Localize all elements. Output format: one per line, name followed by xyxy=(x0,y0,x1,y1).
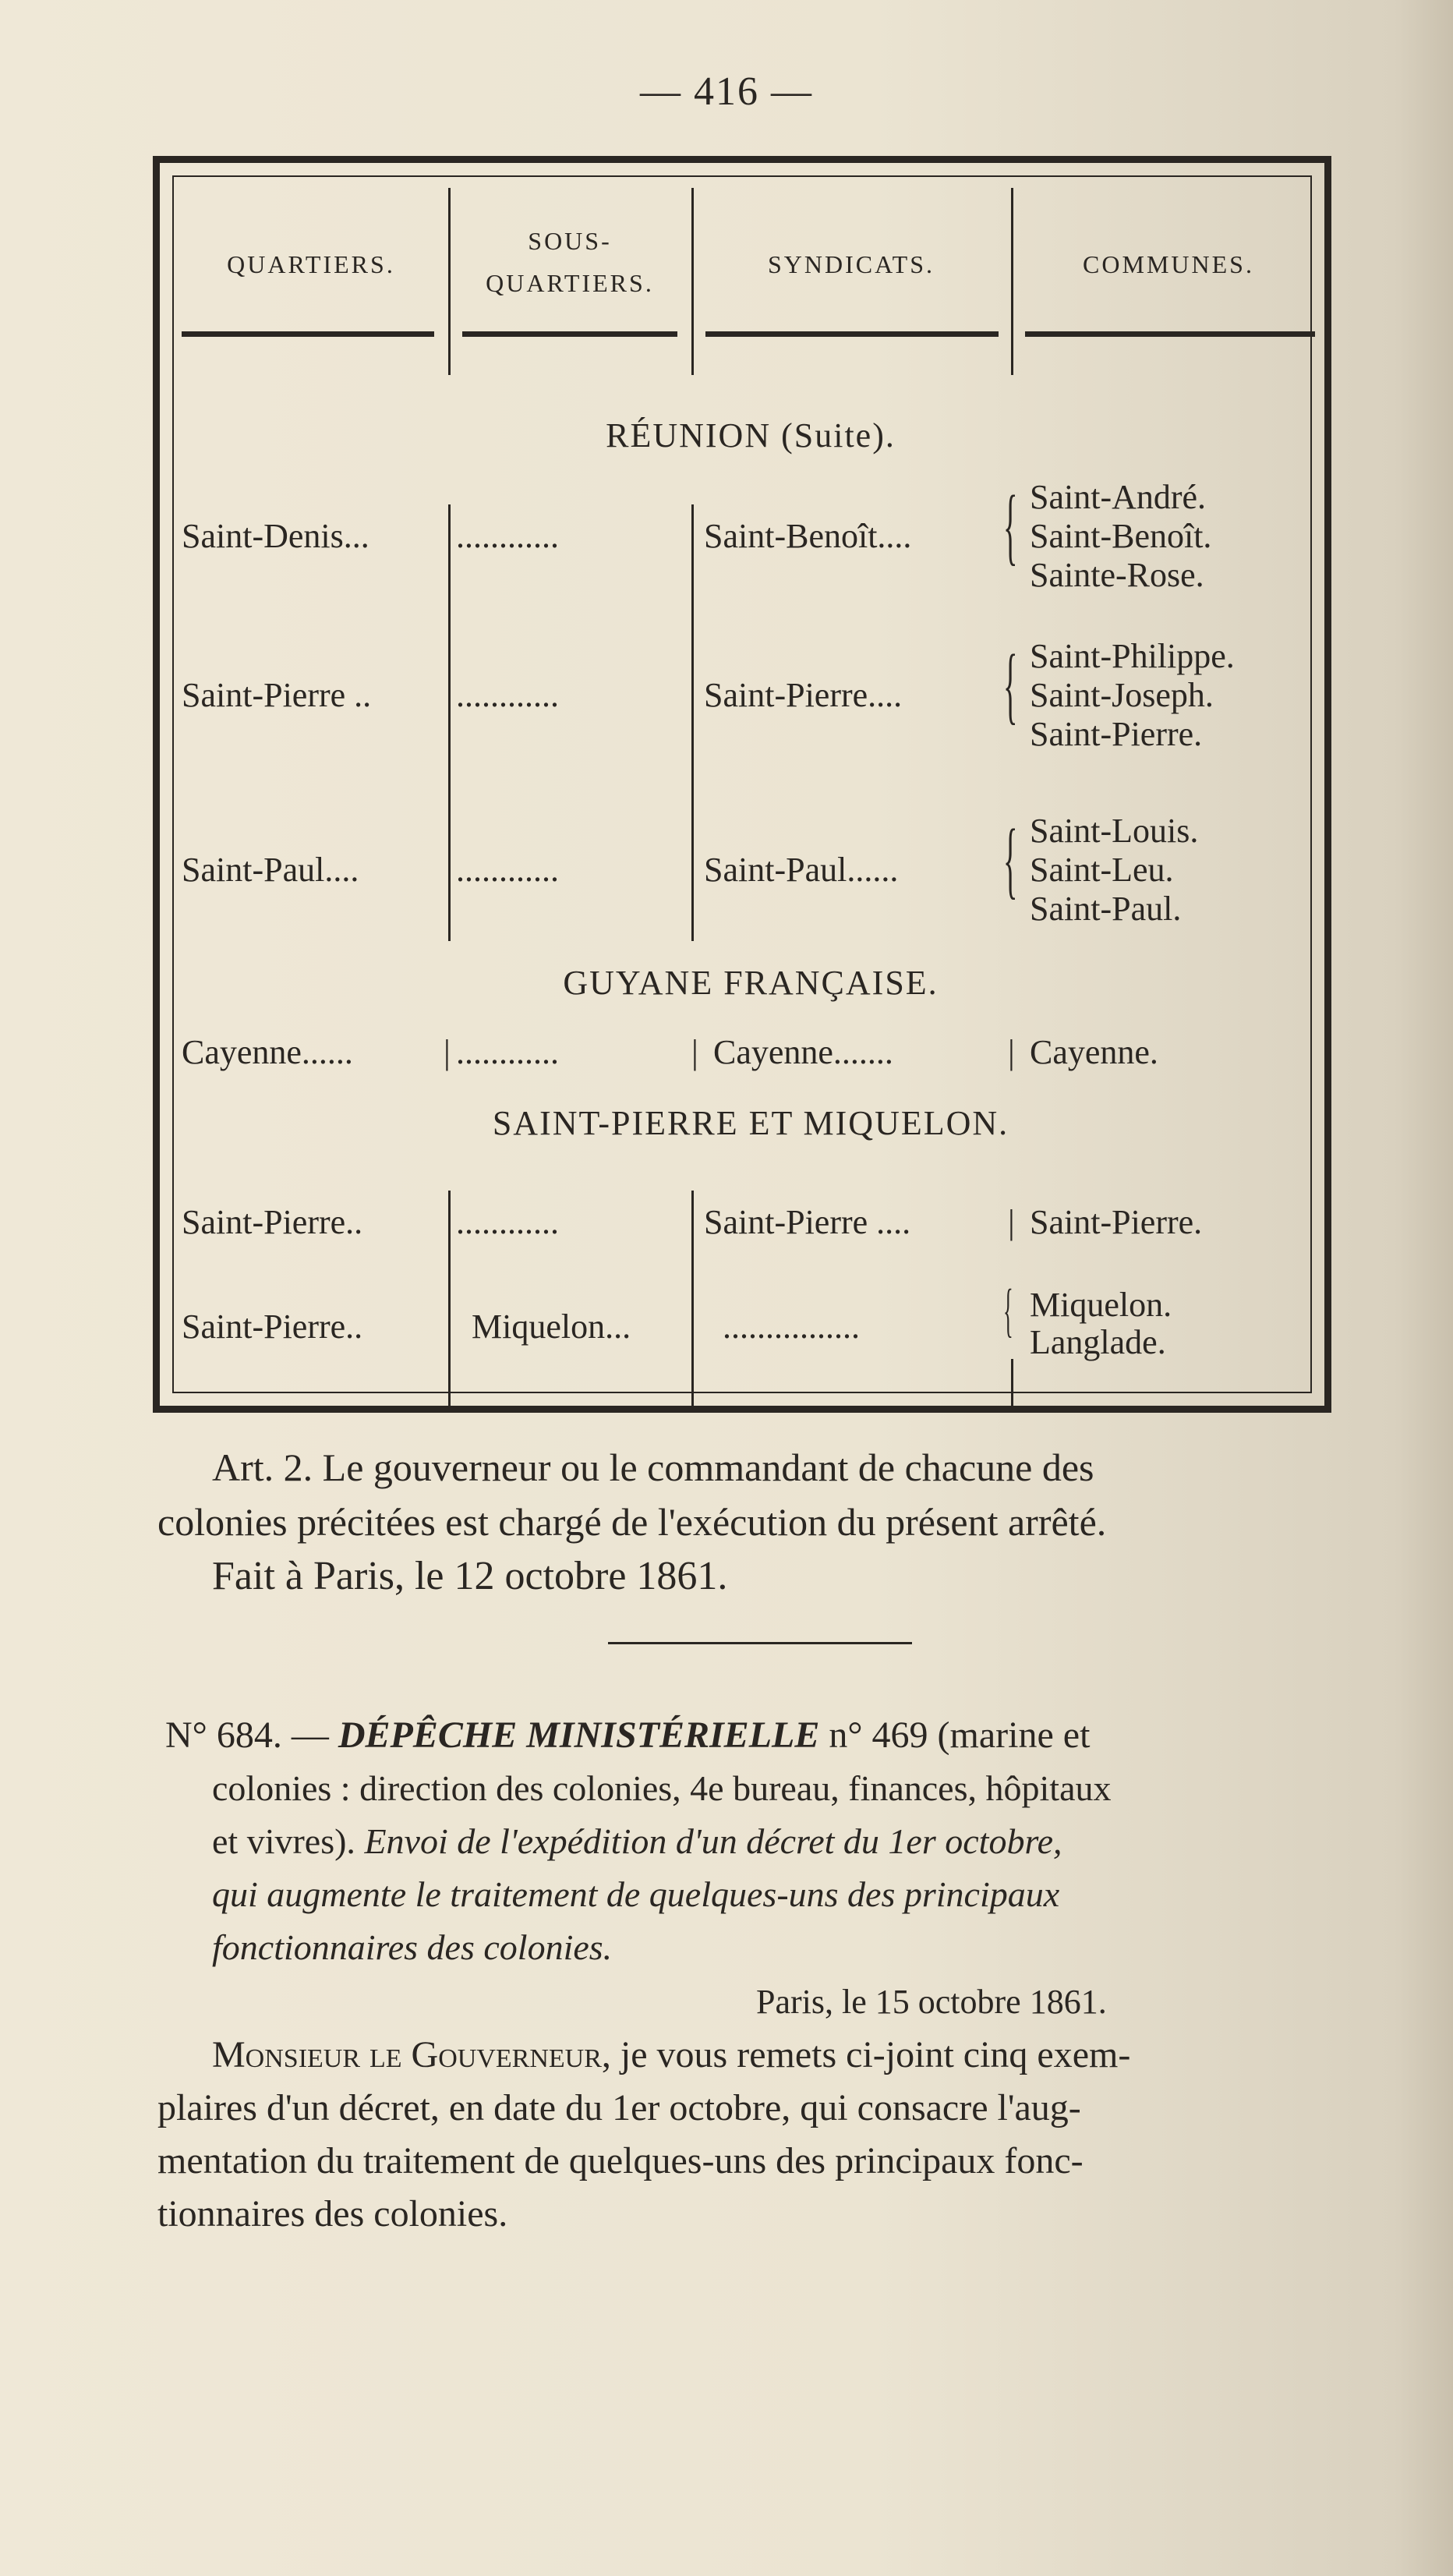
row4-bar-1: | xyxy=(444,1033,451,1071)
row1-sous: ............ xyxy=(456,517,559,555)
row3-commune-2: Saint-Leu. xyxy=(1030,851,1174,889)
section-reunion: RÉUNION (Suite). xyxy=(606,416,896,455)
row5-sous: ............ xyxy=(456,1203,559,1241)
header-syndicats: SYNDICATS. xyxy=(767,250,935,278)
row3-commune-3: Saint-Paul. xyxy=(1030,890,1182,928)
row4-commune: Cayenne. xyxy=(1030,1033,1158,1071)
article-line-2: colonies précitées est chargé de l'exécution du présent arrêté. xyxy=(157,1500,1107,1544)
letter-line-1-rest: je vous remets ci-joint cinq exem- xyxy=(620,2034,1131,2075)
row-divider-spm-2 xyxy=(691,1191,694,1409)
depeche-line-3a: et vivres). xyxy=(212,1821,355,1861)
row2-quartier: Saint-Pierre .. xyxy=(182,676,372,714)
row1-commune-2: Saint-Benoît. xyxy=(1030,517,1212,555)
row6-sous: Miquelon... xyxy=(472,1307,631,1346)
header-sous-quartiers-2: QUARTIERS. xyxy=(486,269,654,297)
depeche-line-3b: Envoi de l'expédition d'un décret du 1er octobre, xyxy=(364,1821,1062,1861)
row5-syndicat: Saint-Pierre .... xyxy=(704,1203,911,1241)
row1-commune-1: Saint-André. xyxy=(1030,478,1207,516)
row4-sous: ............ xyxy=(456,1033,559,1071)
row-divider-reunion-1 xyxy=(448,504,451,941)
depeche-line-1 xyxy=(165,1707,1090,1764)
row4-bar-2: | xyxy=(691,1033,698,1071)
header-rule-3 xyxy=(705,331,999,337)
article-line-1: Art. 2. Le gouverneur ou le commandant de chacune des xyxy=(212,1445,1094,1489)
row1-quartier: Saint-Denis... xyxy=(182,517,369,555)
table-frame xyxy=(153,156,1331,1413)
section-spm: SAINT-PIERRE ET MIQUELON. xyxy=(492,1104,1009,1142)
page-number: — 416 — xyxy=(640,69,813,114)
row3-sous: ............ xyxy=(456,851,559,889)
header-communes: COMMUNES. xyxy=(1083,250,1254,278)
depeche-date: Paris, le 15 octobre 1861. xyxy=(756,1983,1107,2021)
row3-quartier: Saint-Paul.... xyxy=(182,851,359,889)
header-rule-2 xyxy=(462,331,677,337)
letter-salutation: Monsieur le Gouverneur, xyxy=(212,2034,611,2075)
header-rule-4 xyxy=(1025,331,1315,337)
depeche-line-5: fonctionnaires des colonies. xyxy=(212,1927,613,1967)
row2-commune-2: Saint-Joseph. xyxy=(1030,676,1214,714)
header-sous-quartiers-1: SOUS- xyxy=(528,227,612,255)
row3-brace: { xyxy=(1003,812,1018,907)
row-divider-reunion-2 xyxy=(691,504,694,941)
row2-sous: ............ xyxy=(456,676,559,714)
row2-commune-1: Saint-Philippe. xyxy=(1030,637,1235,675)
depeche-line-4: qui augmente le traitement de quelques-uns des principaux xyxy=(212,1874,1060,1914)
row6-commune-1: Miquelon. xyxy=(1030,1286,1172,1324)
letter-line-1 xyxy=(212,2027,1130,2083)
letter-line-3: mentation du traitement de quelques-uns des principaux fonc- xyxy=(157,2140,1084,2181)
row4-quartier: Cayenne...... xyxy=(182,1033,353,1071)
depeche-ref: n° 469 (marine et xyxy=(829,1714,1091,1756)
row-divider-spm-3 xyxy=(1011,1359,1013,1409)
row1-syndicat: Saint-Benoît.... xyxy=(704,517,912,555)
row6-brace: { xyxy=(1003,1278,1013,1343)
article-line-3: Fait à Paris, le 12 octobre 1861. xyxy=(212,1554,728,1598)
row5-bar: | xyxy=(1008,1203,1015,1241)
row4-bar-3: | xyxy=(1008,1033,1015,1071)
header-quartiers: QUARTIERS. xyxy=(227,250,395,278)
depeche-line-3 xyxy=(212,1813,1062,1870)
row3-syndicat: Saint-Paul...... xyxy=(704,851,899,889)
row6-quartier: Saint-Pierre.. xyxy=(182,1307,363,1346)
row5-quartier: Saint-Pierre.. xyxy=(182,1203,363,1241)
section-guyane: GUYANE FRANÇAISE. xyxy=(563,964,939,1002)
row-divider-spm-1 xyxy=(448,1191,451,1409)
row2-commune-3: Saint-Pierre. xyxy=(1030,715,1203,753)
depeche-line-2: colonies : direction des colonies, 4e bureau, finances, hôpitaux xyxy=(212,1768,1112,1808)
row5-commune: Saint-Pierre. xyxy=(1030,1203,1203,1241)
table-inner xyxy=(172,175,1312,1393)
row2-syndicat: Saint-Pierre.... xyxy=(704,676,903,714)
depeche-title: DÉPÊCHE MINISTÉRIELLE xyxy=(338,1714,820,1756)
row1-brace: { xyxy=(1003,478,1018,573)
letter-line-2: plaires d'un décret, en date du 1er octobre, qui consacre l'aug- xyxy=(157,2087,1081,2128)
row4-syndicat: Cayenne....... xyxy=(713,1033,893,1071)
row2-brace: { xyxy=(1003,637,1018,732)
row6-commune-2: Langlade. xyxy=(1030,1323,1166,1361)
header-rule-1 xyxy=(182,331,434,337)
row6-syndicat: ................ xyxy=(723,1307,860,1346)
letter-line-4: tionnaires des colonies. xyxy=(157,2193,508,2235)
section-separator xyxy=(608,1642,912,1644)
depeche-number: N° 684. — xyxy=(165,1714,329,1756)
row3-commune-1: Saint-Louis. xyxy=(1030,812,1199,850)
row1-commune-3: Sainte-Rose. xyxy=(1030,556,1204,594)
